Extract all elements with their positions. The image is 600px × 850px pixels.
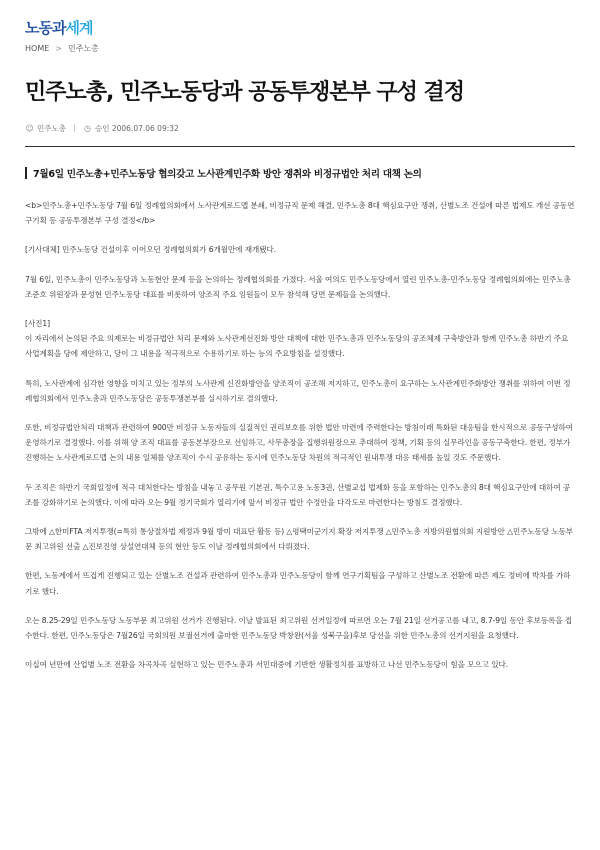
site-logo[interactable] [25,17,575,38]
breadcrumb-separator-icon: > [55,44,62,53]
article-paragraph: 또한, 비정규법안처리 대책과 관련하여 900만 비정규 노동자들의 실질적인 권리보호를 위한 법안 마련에 주력한다는 방침이래 특화된 대응팀을 한시적으로 공동구성하여 운영하기로 결정했다. 이를 위해 양 조직 대표를 공동본부장으로 선임하고, 사무총장을 집행위원장으로 추대하여 정책, 기획 등의 실무라인을 공동구축한다. 한편, 정부가 진행하는 노사관계로드맵 논의 내용 일체를 양조직이 수시 공유하는 동시에 민주노동당 차원의 적극적인 원내투쟁 대응 태세를 높일 것도 주문했다. [25,423,573,463]
subtitle-text: 7월6일 민주노총+민주노동당 협의갖고 노사관계민주화 방안 쟁취와 비정규법안 처리 대책 논의 [33,169,422,180]
article-meta [25,122,575,134]
article-paragraph: 7월 6일, 민주노총이 민주노동당과 노동현안 문제 등을 논의하는 정례협의회를 가졌다. 서울 여의도 민주노동당에서 열린 민주노총-민주노동당 정례협의회에는 민주노총 조준호 위원장과 문성현 민주노동당 대표를 비롯하여 양조직 주요 임원들이 모두 참석해 당면 문제들을 논의했다. [25,274,571,299]
logo-text: 노동과세계 [25,19,93,37]
article-paragraph: 오는 8.25-29일 민주노동당 노동부문 최고위원 선거가 진행된다. 이날 발표된 최고위원 선거일정에 따르면 오는 7월 21일 선거공고를 내고, 8.7-9일 동안 후보등록을 접수한다. 한편, 민주노동당은 7월26일 국회의원 보궐선거에 출마한 민주노동당 박창완(서울 성북구을)후보 당선을 위한 민주노총의 선거지원을 요청했다. [25,615,572,641]
breadcrumb [25,43,575,54]
article-paragraph: [기사대체] 민주노동당 건설이후 이어오던 정례협의회가 6개월만에 재개됐다. [25,245,276,255]
article-subtitle [25,166,575,180]
page-title: 민주노총, 민주노동당과 공동투쟁본부 구성 결정 [25,80,465,105]
clock-icon: ◷ [83,123,91,133]
subtitle-bar [25,167,27,179]
article-paragraph: 이십여 년만에 산업별 노조 전환을 차곡차곡 실현하고 있는 민주노총과 서민대중에 기반한 생활정치를 표방하고 나선 민주노동당이 힘을 모으고 있다. [25,660,509,670]
article-paragraph: 두 조직은 하반기 국회일정에 적극 대처한다는 방침을 내놓고 공무원 기본권, 특수고용 노동3권, 산별교섭 법제화 등을 포함하는 민주노총의 8대 핵심요구안에 대하여 공조를 강화하기로 논의했다. 이에 따라 오는 9월 정기국회가 열리기에 앞서 비정규 법안 수정안을 다각도로 마련한다는 방침도 결정했다. [25,482,571,507]
article-paragraph: [사진1] 이 자리에서 논의된 주요 의제로는 비정규법안 처리 문제와 노사관계선진화 방안 대책에 대한 민주노총과 민주노동당의 공조체제 구축방안과 함께 민주노총 하반기 주요사업계획을 당에 제안하고, 당이 그 내용을 적극적으로 수용하기로 하는 능의 주요방침을 설정했다. [25,319,569,359]
article-paragraph: <b>민주노총+민주노동당 7월 6일 정례협의회에서 노사관계로드맵 분쇄, 비정규직 문제 해결, 민주노총 8대 핵심요구안 쟁취, 산별노조 건설에 따른 법제도 개선 공동연구기획 등 공동투쟁본부 구성 결정</b> [25,201,575,226]
breadcrumb-section[interactable]: 민주노총 [67,44,99,53]
article-author: 민주노총 [37,123,66,133]
article-body [25,198,575,672]
article-paragraph: 그밖에 △한미FTA 저지투쟁(=특히 통상절차법 제정과 9월 방미 대표단 활동 등) △평택미군기지 확장 저지투쟁 △민주노총 지방의원협의회 지원방안 △민주노동당 노동부문 최고위원 선출 △진보진영 상설연대체 등의 현안 등도 이날 정례협의회에서 다뤄졌다. [25,527,574,552]
breadcrumb-home[interactable]: HOME [25,44,50,53]
article-approved-date: 승인 2006.07.06 09:32 [94,123,179,133]
user-icon: ☺ [25,123,34,133]
article-paragraph: 특히, 노사관계에 심각한 영향을 미치고 있는 정부의 노사관계 신진화방안을 양조직이 공조해 저지하고, 민주노총이 요구하는 노사관계민주화방안 쟁취를 위하여 이번 정례협의회에서 민주노총과 민주노동당은 공동투쟁본부를 실시하기로 결의했다. [25,378,571,403]
site-header [25,0,575,58]
article-paragraph: 한편, 노동계에서 뜨겁게 진행되고 있는 산별노조 건설과 관련하여 민주노총과 민주노동당이 함께 연구기획팀을 구성하고 산별노조 전환에 따른 제도 정비에 박차를 가하기로 했다. [25,571,571,596]
meta-divider [74,124,75,132]
title-divider [25,146,575,147]
